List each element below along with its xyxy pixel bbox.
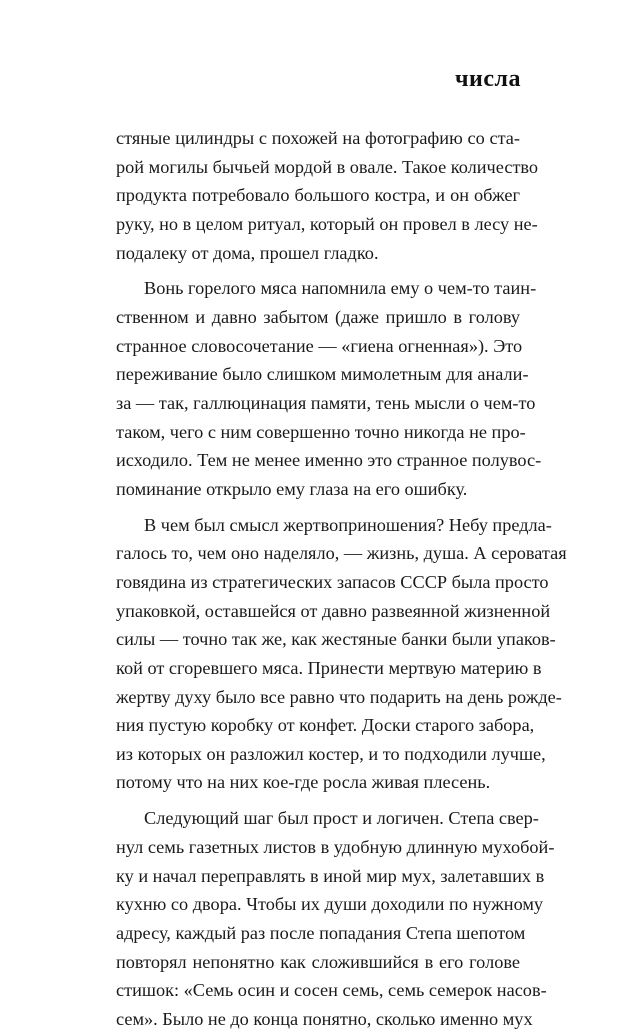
- text-line: продукта потребовало большого костра, и он обжег: [116, 185, 520, 206]
- text-line: силы — точно так же, как жестяные банки были упаков-: [116, 629, 556, 650]
- text-line: за — так, галлюцинация памяти, тень мысли о чем-то: [116, 392, 536, 413]
- text-line: В чем был смысл жертвоприношения? Небу предла-: [144, 514, 552, 535]
- text-line: ственном и давно забытом (даже пришло в голову: [116, 307, 520, 328]
- text-line: ния пустую коробку от конфет. Доски старого забора,: [116, 715, 535, 736]
- paragraph: [116, 124, 539, 267]
- running-head: числа: [455, 66, 521, 92]
- paragraph-gap: [116, 504, 520, 511]
- text-line: ку и начал переправлять в иной мир мух, залетавших в: [116, 865, 545, 886]
- text-line: сем». Было не до конца понятно, сколько именно мух: [116, 1008, 533, 1029]
- text-line: говядина из стратегических запасов СССР была просто: [116, 571, 549, 592]
- paragraph-gap: [116, 797, 520, 804]
- text-line: исходило. Тем не менее именно это странное полувос-: [116, 450, 542, 471]
- text-line: стишок: «Семь осин и сосен семь, семь семерок насов-: [116, 980, 547, 1001]
- text-line: галось то, чем оно наделяло, — жизнь, душа. А сероватая: [116, 543, 567, 564]
- paragraph: [116, 511, 567, 797]
- text-line: повторял непонятно как сложившийся в его голове: [116, 951, 520, 972]
- text-line: кой от сгоревшего мяса. Принести мертвую материю в: [116, 657, 542, 678]
- text-line: странное словосочетание — «гиена огненная»). Это: [116, 335, 523, 356]
- text-line: Следующий шаг был прост и логичен. Степа свер-: [144, 808, 539, 829]
- text-line: стяные цилиндры с похожей на фотографию со ста-: [116, 128, 520, 148]
- text-line: кухню со двора. Чтобы их души доходили по нужному: [116, 894, 544, 915]
- text-line: упаковкой, оставшейся от давно развеянной жизненной: [116, 600, 551, 621]
- paragraph-gap: [116, 267, 520, 274]
- text-line: руку, но в целом ритуал, который он провел в лесу не-: [116, 213, 538, 234]
- text-line: потому что на них кое-где росла живая плесень.: [116, 772, 491, 793]
- text-line: подалеку от дома, прошел гладко.: [116, 242, 379, 263]
- text-line: переживание было слишком мимолетным для анали-: [116, 364, 529, 385]
- body-text: [116, 124, 567, 1033]
- text-line: адресу, каждый раз после попадания Степа шепотом: [116, 922, 526, 943]
- text-line: жертву духу было все равно что подарить на день рожде-: [116, 686, 562, 707]
- paragraph: [116, 804, 555, 1033]
- text-line: таком, чего с ним совершенно точно никогда не про-: [116, 421, 526, 442]
- text-line: нул семь газетных листов в удобную длинную мухобой-: [116, 836, 555, 857]
- text-line: из которых он разложил костер, и то подходили лучше,: [116, 743, 546, 764]
- text-line: поминание открыло ему глаза на его ошибку.: [116, 478, 468, 499]
- text-line: Вонь горелого мяса напомнила ему о чем-то таин-: [144, 278, 537, 299]
- paragraph: [116, 274, 542, 503]
- text-line: рой могилы бычьей мордой в овале. Такое количество: [116, 156, 539, 177]
